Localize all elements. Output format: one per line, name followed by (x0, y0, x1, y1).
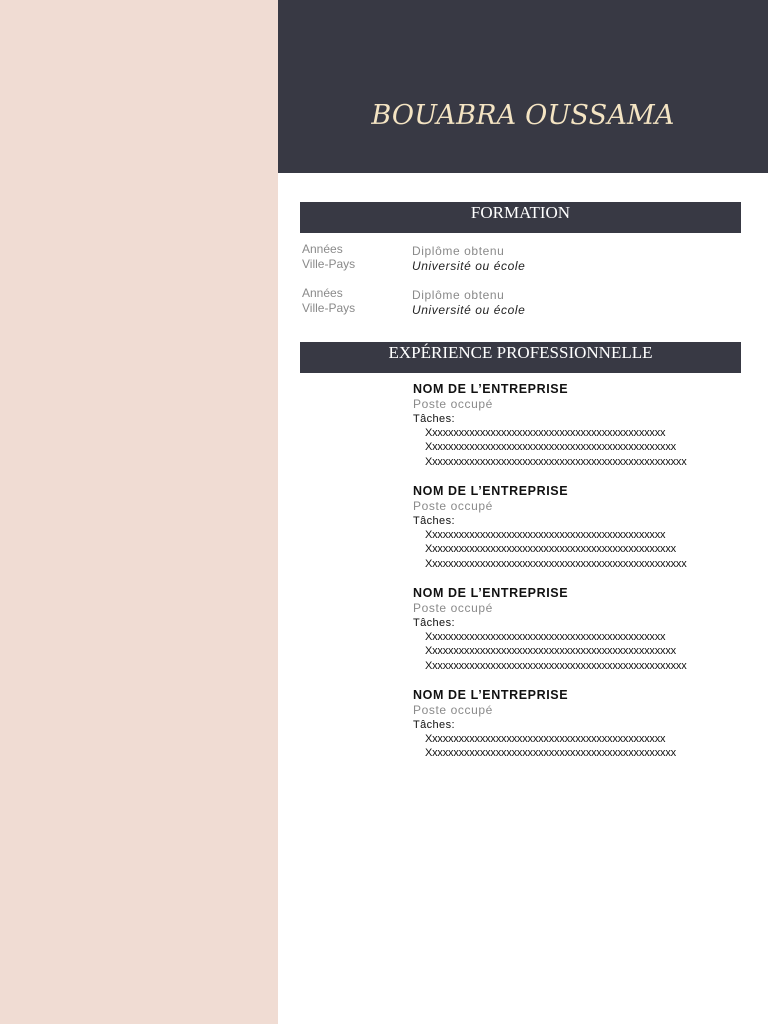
tasks-label: Tâches: (413, 514, 455, 527)
formation-entry (0, 242, 768, 274)
task-line: Xxxxxxxxxxxxxxxxxxxxxxxxxxxxxxxxxxxxxxxxxxxxx (425, 528, 666, 541)
job-entry (413, 586, 743, 674)
tasks-label: Tâches: (413, 412, 455, 425)
formation-school: Université ou école (412, 258, 526, 273)
formation-diploma: Diplôme obtenu (412, 244, 505, 258)
formation-years: Années (302, 286, 343, 300)
company-name: NOM DE L’ENTREPRISE (413, 382, 569, 396)
task-line: Xxxxxxxxxxxxxxxxxxxxxxxxxxxxxxxxxxxxxxxxxxxxx (425, 732, 666, 745)
experience-section-title: EXPÉRIENCE PROFESSIONNELLE (300, 342, 741, 373)
company-name: NOM DE L’ENTREPRISE (413, 484, 569, 498)
candidate-name: BOUABRA OUSSAMA (371, 100, 675, 131)
formation-location: Ville-Pays (302, 300, 356, 315)
job-entry (413, 688, 743, 776)
task-line: Xxxxxxxxxxxxxxxxxxxxxxxxxxxxxxxxxxxxxxxxxxxxxxxxx (425, 557, 687, 570)
job-position: Poste occupé (413, 601, 493, 615)
formation-diploma: Diplôme obtenu (412, 288, 505, 302)
task-line: Xxxxxxxxxxxxxxxxxxxxxxxxxxxxxxxxxxxxxxxxxxxxx (425, 426, 666, 439)
left-sidebar (0, 0, 278, 1024)
task-line: Xxxxxxxxxxxxxxxxxxxxxxxxxxxxxxxxxxxxxxxxxxxxxxx (425, 645, 676, 657)
job-position: Poste occupé (413, 397, 493, 411)
formation-location: Ville-Pays (302, 256, 356, 271)
formation-section-title: FORMATION (300, 202, 741, 233)
tasks-label: Tâches: (413, 616, 455, 629)
job-position: Poste occupé (413, 499, 493, 513)
task-line: Xxxxxxxxxxxxxxxxxxxxxxxxxxxxxxxxxxxxxxxxxxxxx (425, 630, 666, 643)
experience-list (413, 382, 743, 790)
header-banner (278, 0, 768, 173)
task-line: Xxxxxxxxxxxxxxxxxxxxxxxxxxxxxxxxxxxxxxxxxxxxxxx (425, 543, 676, 555)
job-entry (413, 382, 743, 470)
formation-school: Université ou école (412, 302, 526, 317)
task-line: Xxxxxxxxxxxxxxxxxxxxxxxxxxxxxxxxxxxxxxxxxxxxxxx (425, 747, 676, 759)
task-line: Xxxxxxxxxxxxxxxxxxxxxxxxxxxxxxxxxxxxxxxxxxxxxxxxx (425, 659, 687, 672)
company-name: NOM DE L’ENTREPRISE (413, 688, 569, 702)
job-position: Poste occupé (413, 703, 493, 717)
job-entry (413, 484, 743, 572)
formation-years: Années (302, 242, 343, 256)
tasks-label: Tâches: (413, 718, 455, 731)
company-name: NOM DE L’ENTREPRISE (413, 586, 569, 600)
task-line: Xxxxxxxxxxxxxxxxxxxxxxxxxxxxxxxxxxxxxxxxxxxxxxx (425, 441, 676, 453)
formation-entry (0, 286, 768, 318)
task-line: Xxxxxxxxxxxxxxxxxxxxxxxxxxxxxxxxxxxxxxxxxxxxxxxxx (425, 455, 687, 468)
